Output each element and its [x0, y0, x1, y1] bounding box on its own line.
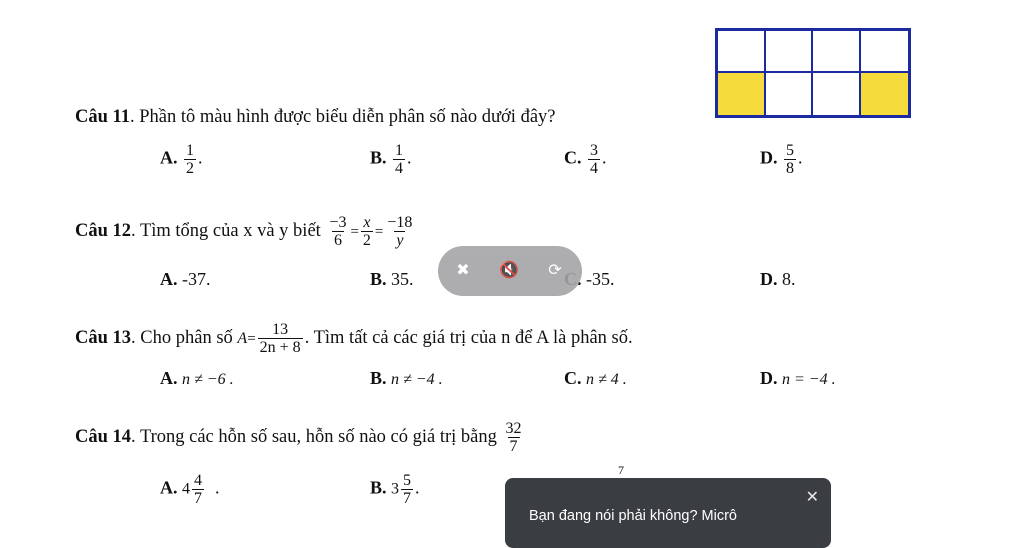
q13-option-a[interactable]	[160, 367, 234, 391]
option-letter: D.	[760, 147, 778, 168]
option-letter: A.	[160, 368, 178, 388]
q11-text: . Phần tô màu hình được biểu diễn phân số nào dưới đây?	[130, 107, 556, 127]
q14-option-a[interactable]: A. 4 $\frac{4}{7}$ .	[160, 472, 220, 507]
q11-fraction-grid	[715, 28, 911, 118]
fraction: $\frac{32}{7}$	[505, 420, 522, 455]
option-value: -35.	[586, 269, 615, 289]
fraction: $\frac{x}{2}$	[362, 214, 371, 249]
fraction: $\frac{13}{2n + 8}$	[259, 321, 301, 356]
q14-label: Câu 14	[75, 426, 132, 447]
option-letter: B.	[370, 368, 387, 388]
q14-option-b[interactable]: B. 3 $\frac{5}{7}$ .	[370, 472, 420, 507]
fraction: $\frac{-3}{6}$	[329, 214, 347, 249]
toast-message: Bạn đang nói phải không? Micrô	[529, 508, 737, 524]
fraction: $\frac{1}{4}$	[395, 142, 404, 177]
q11-option-a[interactable]: A. $\frac{1}{2}$ .	[160, 142, 203, 177]
q12-label: Câu 12	[75, 220, 132, 241]
option-letter: B.	[370, 269, 387, 289]
fraction: $\frac{3}{4}$	[590, 142, 598, 177]
q14-text: . Trong các hỗn số sau, hỗn số nào có giá trị bằng	[131, 426, 497, 447]
grid-cell-r1c3	[813, 31, 861, 73]
q13-option-d[interactable]	[760, 367, 836, 391]
fraction: $\frac{4}{7}$	[194, 472, 202, 507]
option-value: n ≠ −4 .	[391, 371, 443, 388]
grid-cell-r2c2	[766, 73, 814, 115]
refresh-icon[interactable]: ⟳	[548, 260, 562, 279]
grid-cell-r1c1	[718, 31, 766, 73]
stray-digit: 7	[618, 463, 624, 477]
fraction: $\frac{-18}{y}$	[387, 214, 413, 249]
grid-cell-r2c3	[813, 73, 861, 115]
option-letter: C.	[564, 147, 582, 168]
q12-option-d[interactable]	[760, 268, 796, 290]
pin-off-icon[interactable]: ✖	[456, 260, 470, 279]
q12-option-b[interactable]	[370, 268, 414, 290]
option-letter: A.	[160, 147, 178, 168]
option-letter: B.	[370, 477, 387, 498]
option-value: -37.	[182, 269, 211, 289]
grid-cell-r1c2	[766, 31, 814, 73]
option-value: 35.	[391, 269, 414, 289]
option-letter: B.	[370, 147, 387, 168]
q11-option-c[interactable]: C. $\frac{3}{4}$ .	[564, 142, 607, 177]
q12-text: . Tìm tổng của x và y biết	[131, 220, 321, 241]
option-value: 8.	[782, 269, 796, 289]
q13-label: Câu 13	[75, 327, 132, 348]
option-letter: D.	[760, 269, 778, 289]
q13-text-a: . Cho phân số	[131, 327, 233, 348]
grid-cell-r1c4	[861, 31, 909, 73]
floating-toolbar	[438, 246, 582, 296]
option-letter: A.	[160, 269, 178, 289]
q13-option-c[interactable]	[564, 367, 627, 391]
q13-question: Câu 13. Cho phân số A= $\frac{13}{2n + 8}$ . Tìm tất cả các giá trị của n để A là phân số.	[75, 321, 633, 356]
q12-option-a[interactable]	[160, 268, 211, 290]
q12-question: Câu 12. Tìm tổng của x và y biết $\frac{-3}{6}$ = $\frac{x}{2}$ = $\frac{-18}{y}$	[75, 214, 413, 249]
option-letter: D.	[760, 368, 778, 388]
q11-option-b[interactable]: B. $\frac{1}{4}$ .	[370, 142, 412, 177]
q11-option-d[interactable]: D. $\frac{5}{8}$ .	[760, 142, 803, 177]
option-letter: C.	[564, 368, 582, 388]
q13-text-b: . Tìm tất cả các giá trị của n để A là phân số.	[304, 327, 633, 348]
grid-cell-r2c4	[861, 73, 909, 115]
option-value: n = −4 .	[782, 371, 836, 388]
q14-question	[75, 420, 526, 455]
mute-icon[interactable]: 🔇	[499, 260, 519, 279]
grid-cell-r2c1	[718, 73, 766, 115]
fraction: $\frac{1}{2}$	[186, 142, 194, 177]
q11-label: Câu 11	[75, 107, 131, 127]
option-letter: A.	[160, 477, 178, 498]
close-icon[interactable]: ✕	[805, 487, 819, 506]
q11-question	[75, 106, 556, 128]
option-value: n ≠ −6 .	[182, 371, 234, 388]
fraction: $\frac{5}{7}$	[403, 472, 412, 507]
q13-option-b[interactable]	[370, 367, 443, 391]
fraction: $\frac{5}{8}$	[786, 142, 794, 177]
voice-toast	[505, 478, 831, 548]
option-value: n ≠ 4 .	[586, 371, 627, 388]
